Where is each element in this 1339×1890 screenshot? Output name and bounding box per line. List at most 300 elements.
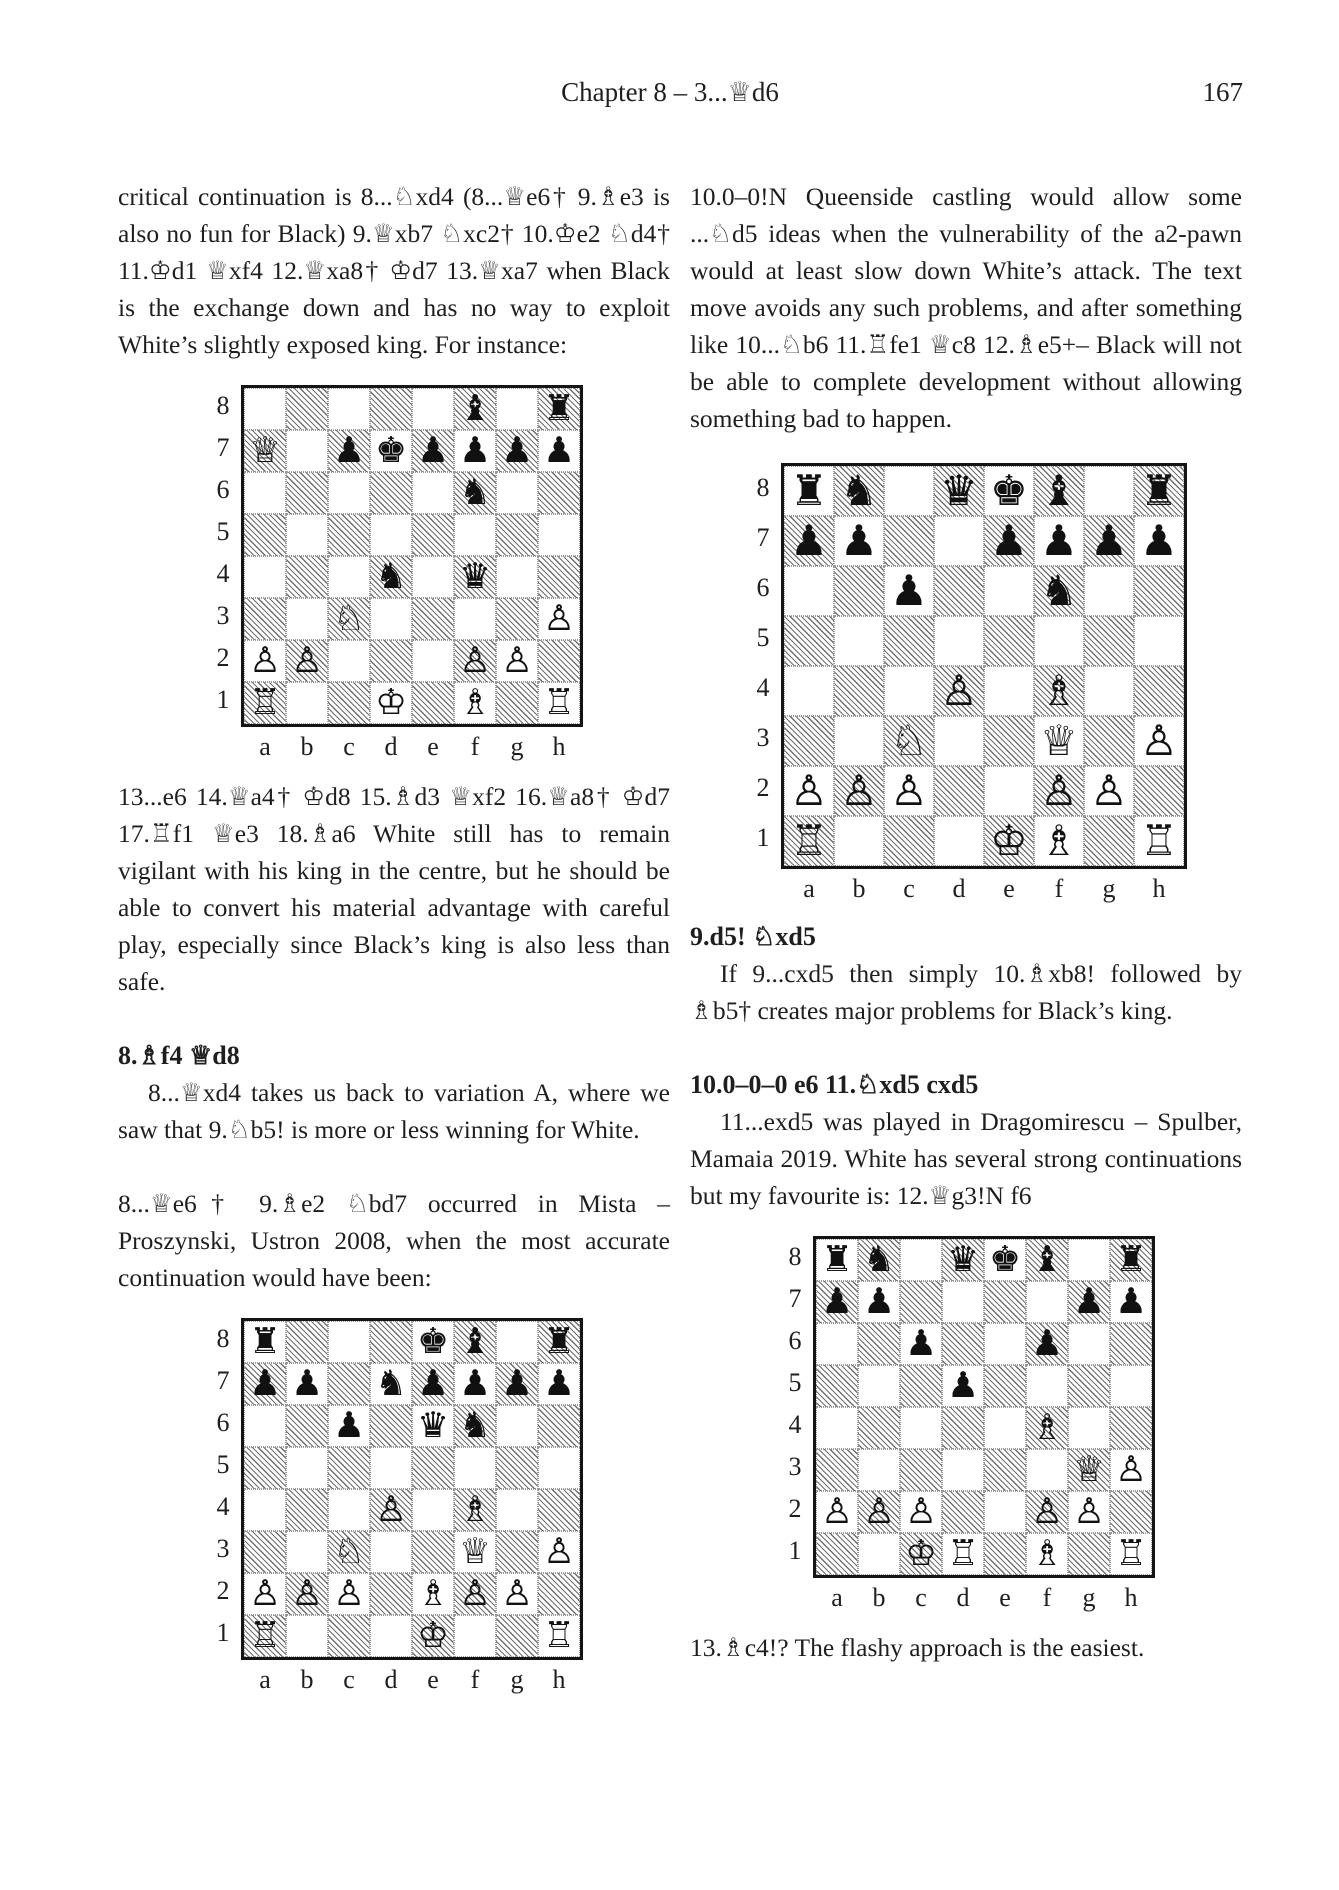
board-square xyxy=(244,1405,286,1447)
chess-piece-white: ♙ xyxy=(890,766,928,815)
board-square xyxy=(538,472,580,514)
board-square xyxy=(496,1405,538,1447)
chess-piece-white: ♙ xyxy=(790,766,828,815)
board-square xyxy=(834,466,884,516)
chess-piece-white: ♙ xyxy=(459,1573,491,1615)
board-square xyxy=(858,1323,900,1365)
board-square xyxy=(286,640,328,682)
board-square xyxy=(370,1489,412,1531)
file-label: h xyxy=(552,732,566,761)
board-square xyxy=(370,1615,412,1657)
board-square xyxy=(1110,1239,1152,1281)
board-square xyxy=(244,556,286,598)
chess-piece-black: ♟ xyxy=(790,516,828,565)
chess-piece-black: ♟ xyxy=(459,1363,491,1405)
chess-piece-black: ♟ xyxy=(1031,1323,1063,1365)
board-square xyxy=(816,1533,858,1575)
board-square xyxy=(412,472,454,514)
board-square xyxy=(858,1239,900,1281)
rank-label: 3 xyxy=(216,601,230,630)
chess-piece-white: ♙ xyxy=(375,1489,407,1531)
left-column xyxy=(118,158,670,1711)
chess-piece-white: ♗ xyxy=(1031,1407,1063,1449)
rank-label: 8 xyxy=(216,391,230,420)
board-square xyxy=(900,1365,942,1407)
board-square xyxy=(454,682,496,724)
board-square xyxy=(286,1447,328,1489)
chess-piece-black: ♟ xyxy=(333,430,365,472)
chess-piece-white: ♙ xyxy=(543,1531,575,1573)
board-square xyxy=(454,430,496,472)
board-square xyxy=(244,430,286,472)
board-square xyxy=(1110,1407,1152,1449)
rank-label: 4 xyxy=(788,1410,802,1439)
chess-piece-black: ♞ xyxy=(1040,566,1078,615)
rank-label: 8 xyxy=(216,1324,230,1353)
file-labels xyxy=(745,874,1187,904)
chess-piece-black: ♞ xyxy=(840,466,878,515)
board-square xyxy=(286,1363,328,1405)
board-square xyxy=(942,1449,984,1491)
board-square xyxy=(1134,666,1184,716)
board-square xyxy=(834,616,884,666)
rank-label: 8 xyxy=(788,1242,802,1271)
board-square xyxy=(834,816,884,866)
board-square xyxy=(1084,566,1134,616)
chess-piece-white: ♗ xyxy=(459,1489,491,1531)
file-label: c xyxy=(343,1665,355,1694)
rank-label: 5 xyxy=(216,517,230,546)
chess-piece-black: ♛ xyxy=(459,556,491,598)
board-square xyxy=(286,1615,328,1657)
rank-label: 6 xyxy=(216,1408,230,1437)
board-square xyxy=(784,616,834,666)
board-square xyxy=(454,1321,496,1363)
board-square xyxy=(454,556,496,598)
board-square xyxy=(328,472,370,514)
board-square xyxy=(984,516,1034,566)
board-square xyxy=(328,556,370,598)
board-square xyxy=(454,472,496,514)
rank-label: 4 xyxy=(216,559,230,588)
board-square xyxy=(244,472,286,514)
board-square xyxy=(244,1531,286,1573)
board-square xyxy=(370,682,412,724)
board-square xyxy=(454,640,496,682)
chess-piece-white: ♘ xyxy=(333,598,365,640)
file-label: b xyxy=(300,1665,314,1694)
board-square xyxy=(412,640,454,682)
chess-piece-black: ♟ xyxy=(905,1323,937,1365)
board-square xyxy=(538,1363,580,1405)
board-square xyxy=(370,1363,412,1405)
board-square xyxy=(496,556,538,598)
board-square xyxy=(496,1489,538,1531)
board-wrap xyxy=(205,385,583,727)
board-square xyxy=(934,466,984,516)
chess-piece-black: ♟ xyxy=(543,430,575,472)
chess-diagram xyxy=(205,385,583,762)
body-paragraph: 8...♕xd4 takes us back to variation A, where we saw that 9.♘b5! is more or less winning for White. xyxy=(118,1078,670,1144)
board-square xyxy=(244,1615,286,1657)
rank-label: 2 xyxy=(756,773,770,802)
board-square xyxy=(370,472,412,514)
board-square xyxy=(328,514,370,556)
board-square xyxy=(538,1531,580,1573)
board-square xyxy=(784,766,834,816)
board-square xyxy=(370,640,412,682)
file-label: h xyxy=(552,1665,566,1694)
board-square xyxy=(816,1281,858,1323)
board-square xyxy=(858,1491,900,1533)
chess-piece-white: ♔ xyxy=(375,682,407,724)
board-square xyxy=(884,816,934,866)
board-square xyxy=(934,666,984,716)
file-label: e xyxy=(427,732,439,761)
board-square xyxy=(834,716,884,766)
board-square xyxy=(900,1407,942,1449)
page-number: 167 xyxy=(1202,77,1243,107)
board-square xyxy=(1110,1449,1152,1491)
rank-label: 6 xyxy=(216,475,230,504)
board-square xyxy=(454,1363,496,1405)
file-label: c xyxy=(903,874,915,903)
board-square xyxy=(984,716,1034,766)
file-spacer xyxy=(777,1583,813,1613)
board-square xyxy=(286,556,328,598)
board-square xyxy=(538,514,580,556)
board-square xyxy=(496,1447,538,1489)
board-square xyxy=(370,514,412,556)
board-square xyxy=(370,1447,412,1489)
board-square xyxy=(454,514,496,556)
board-square xyxy=(1084,766,1134,816)
chess-piece-black: ♟ xyxy=(890,566,928,615)
board-square xyxy=(328,598,370,640)
rank-label: 1 xyxy=(788,1536,802,1565)
chess-piece-black: ♟ xyxy=(1115,1281,1147,1323)
file-label: f xyxy=(470,732,480,761)
board-square xyxy=(784,716,834,766)
file-label: c xyxy=(343,732,355,761)
rank-label: 6 xyxy=(756,573,770,602)
board-square xyxy=(538,1573,580,1615)
chapter-title: Chapter 8 – 3...♕d6 xyxy=(561,77,779,107)
rank-labels xyxy=(205,385,241,721)
chess-piece-black: ♝ xyxy=(459,1321,491,1363)
body-paragraph: 8...♕e6† 9.♗e2 ♘bd7 occurred in Mista – Proszynski, Ustron 2008, when the most accurate continuation would have been: xyxy=(118,1189,670,1292)
chess-piece-white: ♙ xyxy=(291,640,323,682)
file-label: d xyxy=(956,1583,970,1612)
board-square xyxy=(1026,1281,1068,1323)
board-square xyxy=(1068,1239,1110,1281)
board-square xyxy=(884,716,934,766)
board-square xyxy=(538,1321,580,1363)
board-square xyxy=(244,1447,286,1489)
file-label: e xyxy=(1003,874,1015,903)
board-square xyxy=(1134,466,1184,516)
chess-piece-white: ♙ xyxy=(905,1491,937,1533)
board-square xyxy=(538,556,580,598)
chess-piece-black: ♝ xyxy=(459,388,491,430)
board-square xyxy=(496,514,538,556)
board-square xyxy=(496,682,538,724)
chess-piece-white: ♕ xyxy=(1040,716,1078,765)
chess-board xyxy=(241,1318,583,1660)
right-column xyxy=(690,158,1242,1666)
board-square xyxy=(984,1491,1026,1533)
board-square xyxy=(884,616,934,666)
chess-piece-white: ♖ xyxy=(543,682,575,724)
file-label: e xyxy=(427,1665,439,1694)
board-square xyxy=(412,1363,454,1405)
board-square xyxy=(244,682,286,724)
board-square xyxy=(496,1615,538,1657)
chess-piece-white: ♙ xyxy=(1115,1449,1147,1491)
board-square xyxy=(784,566,834,616)
move-heading: 8.♗f4 ♕d8 xyxy=(118,1041,240,1070)
board-square xyxy=(538,388,580,430)
board-square xyxy=(884,516,934,566)
file-label: a xyxy=(259,1665,271,1694)
board-square xyxy=(328,1405,370,1447)
board-square xyxy=(858,1533,900,1575)
board-square xyxy=(942,1533,984,1575)
chess-piece-white: ♙ xyxy=(543,598,575,640)
file-label: g xyxy=(1082,1583,1096,1612)
board-square xyxy=(784,466,834,516)
chess-piece-black: ♟ xyxy=(501,1363,533,1405)
board-square xyxy=(370,430,412,472)
rank-label: 1 xyxy=(756,823,770,852)
file-label: g xyxy=(1102,874,1116,903)
board-square xyxy=(1026,1449,1068,1491)
board-square xyxy=(1084,616,1134,666)
chess-piece-white: ♙ xyxy=(291,1573,323,1615)
chess-piece-white: ♙ xyxy=(501,640,533,682)
chess-board xyxy=(781,463,1187,869)
board-square xyxy=(858,1407,900,1449)
board-square xyxy=(454,1531,496,1573)
board-square xyxy=(412,682,454,724)
board-square xyxy=(454,598,496,640)
board-square xyxy=(900,1491,942,1533)
rank-label: 2 xyxy=(216,1576,230,1605)
board-square xyxy=(1110,1365,1152,1407)
board-square xyxy=(454,1405,496,1447)
chess-piece-black: ♚ xyxy=(990,466,1028,515)
board-square xyxy=(834,516,884,566)
board-square xyxy=(816,1323,858,1365)
chess-piece-white: ♙ xyxy=(459,640,491,682)
chess-piece-white: ♕ xyxy=(459,1531,491,1573)
board-square xyxy=(244,1321,286,1363)
chess-piece-white: ♖ xyxy=(249,682,281,724)
chess-piece-black: ♛ xyxy=(947,1239,979,1281)
chess-piece-white: ♗ xyxy=(417,1573,449,1615)
board-square xyxy=(328,1531,370,1573)
board-square xyxy=(286,1531,328,1573)
board-square xyxy=(454,1447,496,1489)
chess-piece-black: ♟ xyxy=(291,1363,323,1405)
chess-piece-white: ♗ xyxy=(1040,666,1078,715)
file-label: a xyxy=(831,1583,843,1612)
chess-piece-white: ♙ xyxy=(1140,716,1178,765)
chess-piece-black: ♜ xyxy=(790,466,828,515)
board-square xyxy=(244,388,286,430)
chess-piece-black: ♜ xyxy=(543,1321,575,1363)
chess-piece-black: ♟ xyxy=(543,1363,575,1405)
board-square xyxy=(934,766,984,816)
board-square xyxy=(286,388,328,430)
board-square xyxy=(538,1489,580,1531)
board-square xyxy=(496,1531,538,1573)
board-square xyxy=(900,1281,942,1323)
board-square xyxy=(454,1573,496,1615)
chess-piece-white: ♙ xyxy=(863,1491,895,1533)
rank-label: 5 xyxy=(216,1450,230,1479)
board-square xyxy=(412,1489,454,1531)
chess-piece-black: ♟ xyxy=(1090,516,1128,565)
chess-piece-white: ♕ xyxy=(249,430,281,472)
board-square xyxy=(244,1489,286,1531)
board-square xyxy=(816,1449,858,1491)
board-square xyxy=(1026,1239,1068,1281)
chess-piece-black: ♞ xyxy=(459,472,491,514)
board-square xyxy=(1134,616,1184,666)
body-paragraph: critical continuation is 8...♘xd4 (8...♕e6† 9.♗e3 is also no fun for Black) 9.♕xb7 ♘xc2† 10.♔e2 ♘d4† 11.♔d1 ♕xf4 12.♕xa8† ♔d7 13.♕xa7 when Black is the exchange down and has no way to exploit White’s slightly exposed king. For instance: xyxy=(118,182,670,359)
board-square xyxy=(538,682,580,724)
rank-label: 6 xyxy=(788,1326,802,1355)
board-square xyxy=(942,1365,984,1407)
board-square xyxy=(454,1489,496,1531)
board-square xyxy=(1068,1407,1110,1449)
board-square xyxy=(884,466,934,516)
board-square xyxy=(496,1573,538,1615)
board-square xyxy=(984,1533,1026,1575)
body-paragraph: 11...exd5 was played in Dragomirescu – Spulber, Mamaia 2019. White has several strong continuations but my favourite is: 12.♕g3!N f6 xyxy=(690,1107,1242,1210)
board-square xyxy=(834,766,884,816)
board-square xyxy=(984,766,1034,816)
chess-piece-white: ♖ xyxy=(790,816,828,865)
chess-piece-black: ♞ xyxy=(459,1405,491,1447)
rank-label: 7 xyxy=(216,433,230,462)
board-square xyxy=(538,598,580,640)
board-square xyxy=(1026,1407,1068,1449)
board-square xyxy=(328,1447,370,1489)
board-square xyxy=(328,1363,370,1405)
board-square xyxy=(412,1615,454,1657)
rank-label: 8 xyxy=(756,473,770,502)
body-paragraph: 13.♗c4!? The flashy approach is the easiest. xyxy=(690,1633,1145,1662)
board-square xyxy=(900,1449,942,1491)
board-square xyxy=(496,598,538,640)
board-square xyxy=(942,1407,984,1449)
chess-piece-white: ♔ xyxy=(905,1533,937,1575)
board-square xyxy=(496,430,538,472)
board-square xyxy=(496,1321,538,1363)
board-square xyxy=(1068,1491,1110,1533)
board-square xyxy=(286,514,328,556)
chess-piece-white: ♙ xyxy=(501,1573,533,1615)
board-square xyxy=(286,430,328,472)
board-square xyxy=(244,514,286,556)
file-label: f xyxy=(1054,874,1064,903)
file-labels xyxy=(205,1665,583,1695)
board-square xyxy=(1034,616,1084,666)
rank-label: 4 xyxy=(756,673,770,702)
board-square xyxy=(942,1239,984,1281)
rank-label: 1 xyxy=(216,1618,230,1647)
board-square xyxy=(496,640,538,682)
board-square xyxy=(834,666,884,716)
board-square xyxy=(412,388,454,430)
file-label: h xyxy=(1124,1583,1138,1612)
board-square xyxy=(496,472,538,514)
file-label: f xyxy=(470,1665,480,1694)
rank-label: 2 xyxy=(788,1494,802,1523)
chess-piece-white: ♔ xyxy=(990,816,1028,865)
board-square xyxy=(244,598,286,640)
rank-label: 7 xyxy=(216,1366,230,1395)
board-square xyxy=(538,1615,580,1657)
board-square xyxy=(984,566,1034,616)
file-label: g xyxy=(510,1665,524,1694)
board-square xyxy=(1110,1281,1152,1323)
board-square xyxy=(858,1281,900,1323)
board-square xyxy=(816,1239,858,1281)
file-label: a xyxy=(803,874,815,903)
chess-piece-white: ♕ xyxy=(1073,1449,1105,1491)
board-square xyxy=(816,1407,858,1449)
board-square xyxy=(496,1363,538,1405)
chess-piece-white: ♘ xyxy=(333,1531,365,1573)
file-labels xyxy=(777,1583,1155,1613)
chess-piece-white: ♙ xyxy=(249,1573,281,1615)
board-square xyxy=(1068,1365,1110,1407)
board-square xyxy=(816,1365,858,1407)
board-square xyxy=(984,616,1034,666)
board-square xyxy=(538,1405,580,1447)
chess-piece-white: ♖ xyxy=(543,1615,575,1657)
board-square xyxy=(784,666,834,716)
chess-piece-black: ♞ xyxy=(863,1239,895,1281)
file-spacer xyxy=(745,874,781,904)
board-square xyxy=(328,430,370,472)
board-square xyxy=(328,640,370,682)
board-square xyxy=(984,466,1034,516)
file-label: c xyxy=(915,1583,927,1612)
board-square xyxy=(1110,1533,1152,1575)
board-square xyxy=(1084,816,1134,866)
board-square xyxy=(286,1321,328,1363)
chess-piece-white: ♙ xyxy=(1073,1491,1105,1533)
board-square xyxy=(1026,1533,1068,1575)
rank-labels xyxy=(205,1318,241,1654)
chess-piece-white: ♗ xyxy=(1040,816,1078,865)
chess-piece-black: ♟ xyxy=(990,516,1028,565)
chess-piece-black: ♟ xyxy=(501,430,533,472)
chess-piece-white: ♖ xyxy=(1115,1533,1147,1575)
file-label: f xyxy=(1042,1583,1052,1612)
board-square xyxy=(934,616,984,666)
chess-piece-black: ♟ xyxy=(417,1363,449,1405)
chess-diagram xyxy=(205,1318,583,1695)
board-square xyxy=(900,1239,942,1281)
chess-piece-black: ♛ xyxy=(417,1405,449,1447)
board-square xyxy=(370,1573,412,1615)
board-square xyxy=(286,1405,328,1447)
